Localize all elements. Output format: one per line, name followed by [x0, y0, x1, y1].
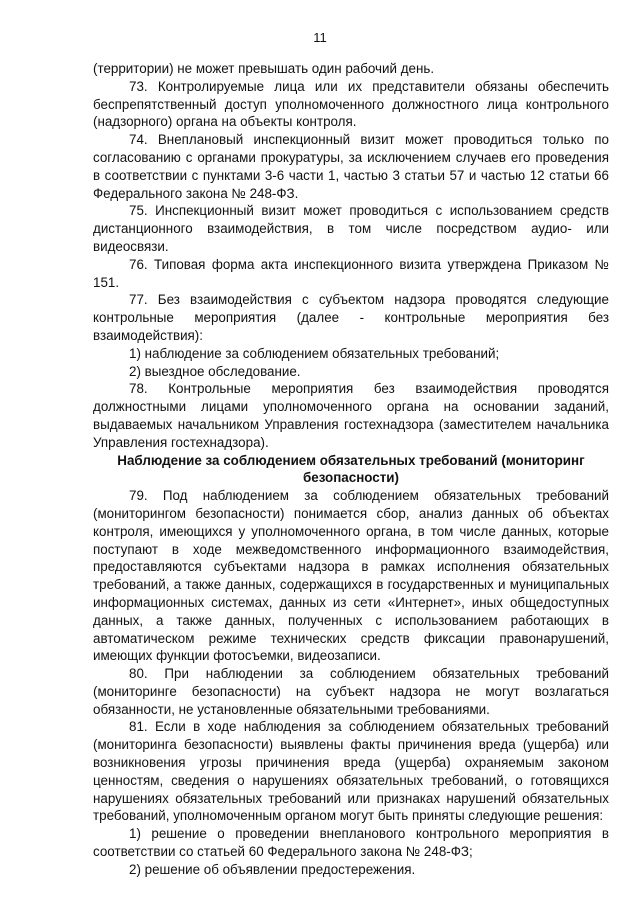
page-content	[93, 60, 609, 879]
list-item-81-1: 1) решение о проведении внепланового контрольного мероприятия в соответствии со статьей 60 Федерального закона № 248-ФЗ;	[93, 826, 609, 860]
list-item-81-2: 2) решение об объявлении предостережения.	[129, 861, 416, 877]
paragraph-75: 75. Инспекционный визит может проводиться с использованием средств дистанционного взаимодействия, в том числе посредством аудио- или видеосвязи.	[93, 203, 609, 254]
section-heading: Наблюдение за соблюдением обязательных требований (мониторинг безопасности)	[117, 452, 585, 486]
paragraph-81: 81. Если в ходе наблюдения за соблюдением обязательных требований (мониторинга безопасности) выявлены факты причинения вреда (ущерба) или возникновения угрозы причинения вреда (ущерба) охраняемым законом ценностям, сведения о нарушениях обязательных требований, о готовящихся нарушениях обязательных требований или признаках нарушений обязательных требований, уполномоченным органом могут быть приняты следующие решения:	[93, 719, 609, 824]
paragraph-76: 76. Типовая форма акта инспекционного визита утверждена Приказом № 151.	[93, 256, 609, 290]
paragraph-78: 78. Контрольные мероприятия без взаимодействия проводятся должностными лицами уполномоченного органа на основании заданий, выдаваемых начальником Управления гостехнадзора (заместителем начальника Управления гостехнадзора).	[93, 381, 609, 450]
paragraph-77: 77. Без взаимодействия с субъектом надзора проводятся следующие контрольные мероприятия (далее - контрольные мероприятия без взаимодействия):	[93, 292, 609, 343]
paragraph-74: 74. Внеплановый инспекционный визит может проводиться только по согласованию с органами прокуратуры, за исключением случаев его проведения в соответствии с пунктами 3-6 части 1, частью 3 статьи 57 и частью 12 статьи 66 Федерального закона № 248-ФЗ.	[93, 132, 609, 201]
paragraph-79: 79. Под наблюдением за соблюдением обязательных требований (мониторингом безопасности) понимается сбор, анализ данных об объектах контроля, имеющихся у уполномоченного органа, в том числе данных, которые поступают в ходе межведомственного информационного взаимодействия, предоставляются субъектами надзора в рамках исполнения обязательных требований, а также данных, содержащихся в государственных и муниципальных информационных системах, данных из сети «Интернет», иных общедоступных данных, а также данных, полученных с использованием работающих в автоматическом режиме технических средств фиксации правонарушений, имеющих функции фотосъемки, видеозаписи.	[93, 488, 609, 664]
page-number: 11	[313, 30, 327, 45]
list-item-77-1: 1) наблюдение за соблюдением обязательных требований;	[129, 345, 500, 361]
paragraph-80: 80. При наблюдении за соблюдением обязательных требований (мониторинге безопасности) на субъект надзора не могут возлагаться обязанности, не установленные обязательными требованиями.	[93, 666, 609, 717]
paragraph-72-continuation: (территории) не может превышать один рабочий день.	[93, 61, 435, 76]
list-item-77-2: 2) выездное обследование.	[129, 363, 301, 379]
paragraph-73: 73. Контролируемые лица или их представители обязаны обеспечить беспрепятственный доступ уполномоченного должностного лица контрольного (надзорного) органа на объекты контроля.	[93, 78, 609, 130]
